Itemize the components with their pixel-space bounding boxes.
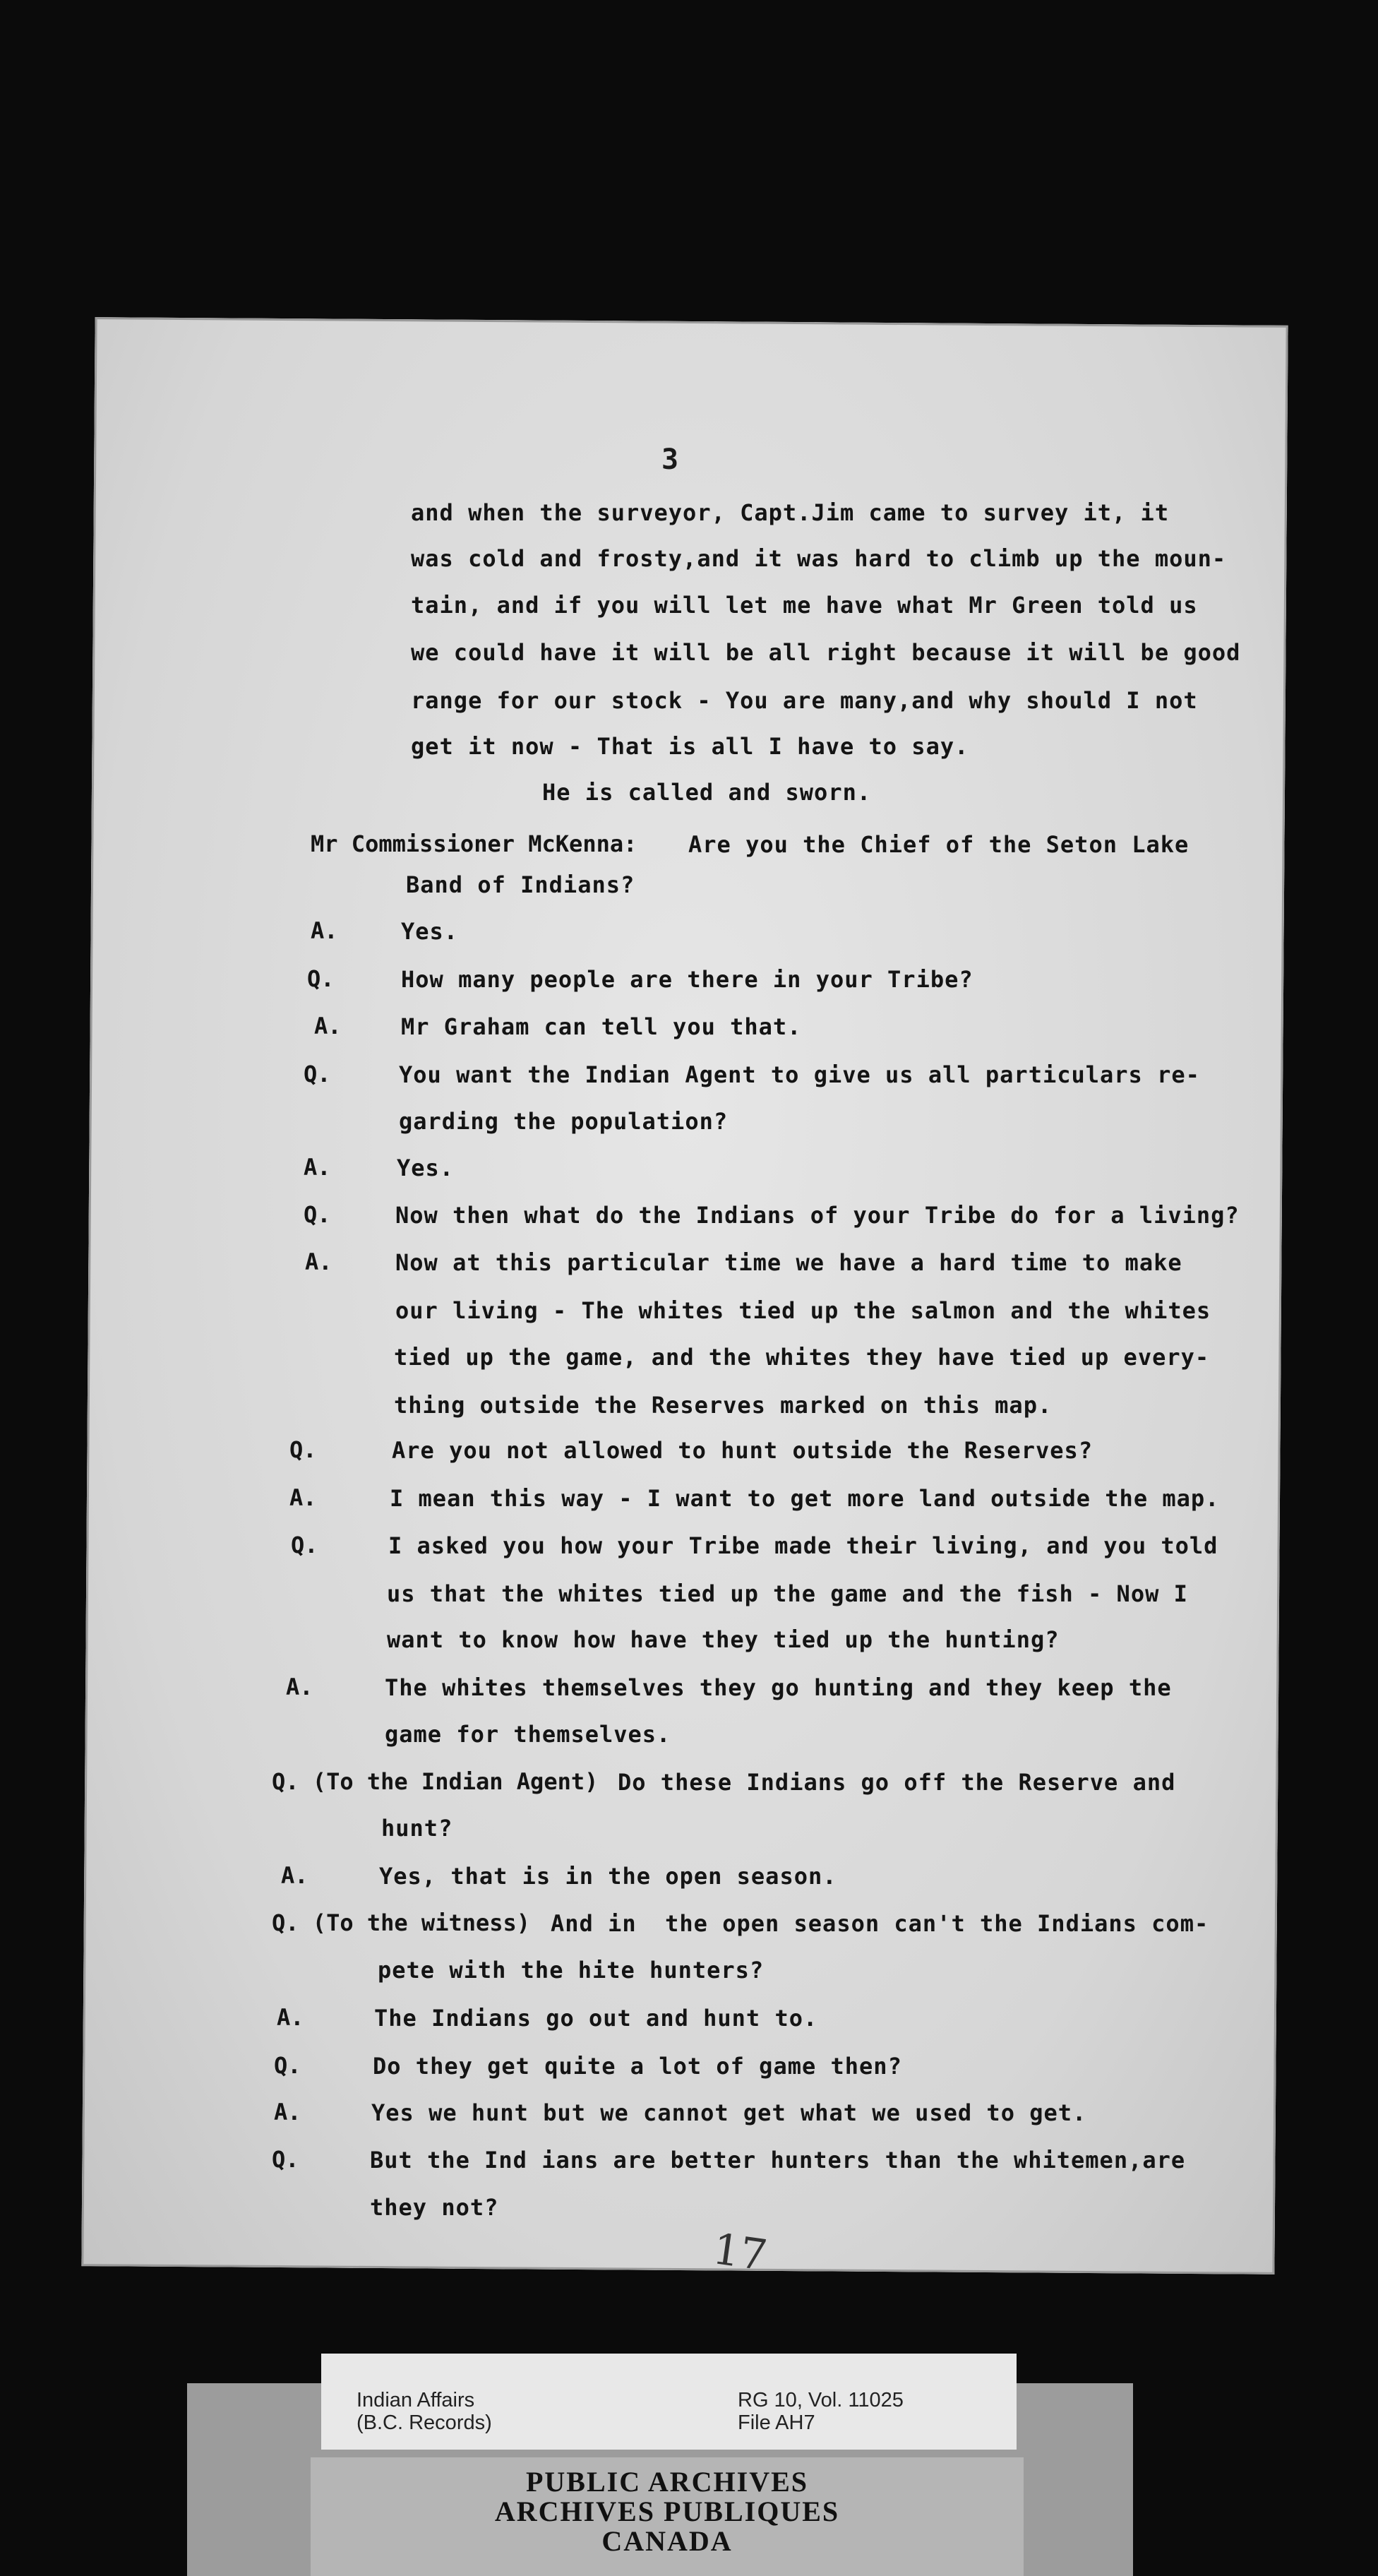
transcript-line: How many people are there in your Tribe? bbox=[401, 966, 973, 993]
transcript-line: Are you the Chief of the Seton Lake bbox=[688, 831, 1190, 858]
transcript-line: Yes. bbox=[401, 918, 459, 945]
speaker-label: A. bbox=[286, 1674, 313, 1700]
archive-label bbox=[321, 2354, 1017, 2450]
transcript-line: Are you not allowed to hunt outside the Reserves? bbox=[392, 1437, 1094, 1464]
transcript-line: want to know how have they tied up the hunting? bbox=[387, 1626, 1060, 1653]
transcript-line: Yes. bbox=[397, 1155, 455, 1181]
speaker-label: Q. (To the Indian Agent) bbox=[272, 1768, 599, 1795]
speaker-label: A. bbox=[277, 2004, 304, 2031]
transcript-line: Yes we hunt but we cannot get what we used to get. bbox=[371, 2099, 1087, 2126]
speaker-label: Q. (To the witness) bbox=[272, 1909, 531, 1936]
speaker-label: A. bbox=[281, 1862, 308, 1889]
speaker-label: Q. bbox=[274, 2052, 301, 2079]
transcript-line: was cold and frosty,and it was hard to climb up the moun- bbox=[411, 545, 1227, 572]
transcript-line: they not? bbox=[370, 2194, 499, 2221]
transcript-line: tain, and if you will let me have what Mr Green told us bbox=[411, 592, 1198, 619]
archive-file: File AH7 bbox=[738, 2411, 815, 2434]
speaker-label: Q. bbox=[304, 1061, 331, 1087]
transcript-line: Mr Graham can tell you that. bbox=[401, 1013, 802, 1040]
transcript-line: And in the open season can't the Indians com- bbox=[551, 1910, 1209, 1937]
transcript-line: The Indians go out and hunt to. bbox=[374, 2005, 818, 2032]
speaker-label: A. bbox=[305, 1248, 332, 1275]
stamp-line: ARCHIVES PUBLIQUES bbox=[494, 2496, 840, 2527]
transcript-line: pete with the hite hunters? bbox=[378, 1957, 765, 1984]
transcript-line: tied up the game, and the whites they have tied up every- bbox=[394, 1344, 1210, 1371]
transcript-line: The whites themselves they go hunting and they keep the bbox=[385, 1674, 1172, 1701]
transcript-line: Do these Indians go off the Reserve and bbox=[618, 1769, 1176, 1796]
archive-label-line: (B.C. Records) bbox=[357, 2411, 492, 2434]
speaker-label: A. bbox=[311, 917, 338, 944]
transcript-line: get it now - That is all I have to say. bbox=[411, 733, 969, 760]
speaker-label: A. bbox=[274, 2099, 301, 2125]
speaker-label: Mr Commissioner McKenna: bbox=[311, 830, 637, 857]
transcript-line: Band of Indians? bbox=[406, 871, 635, 898]
speaker-label: Q. bbox=[272, 2146, 299, 2173]
speaker-label: Q. bbox=[291, 1532, 318, 1558]
transcript-line: Yes, that is in the open season. bbox=[379, 1863, 837, 1890]
transcript-line: He is called and sworn. bbox=[542, 779, 872, 806]
transcript-line: range for our stock - You are many,and why should I not bbox=[411, 687, 1198, 714]
transcript-line: Now at this particular time we have a hard time to make bbox=[395, 1249, 1182, 1276]
transcript-line: hunt? bbox=[381, 1815, 453, 1842]
transcript-line: garding the population? bbox=[399, 1108, 729, 1135]
archive-reference: RG 10, Vol. 11025 bbox=[738, 2389, 904, 2411]
speaker-label: Q. bbox=[307, 965, 335, 992]
transcript-line: I asked you how your Tribe made their living, and you told bbox=[388, 1532, 1218, 1559]
speaker-label: Q. bbox=[289, 1436, 317, 1463]
transcript-line: we could have it will be all right because it will be good bbox=[411, 639, 1241, 666]
handwritten-page-mark: 17 bbox=[709, 2224, 770, 2281]
archive-label-line: Indian Affairs bbox=[357, 2389, 475, 2411]
speaker-label: A. bbox=[289, 1484, 317, 1511]
transcript-line: and when the surveyor, Capt.Jim came to survey it, it bbox=[411, 499, 1170, 526]
page-number: 3 bbox=[661, 443, 679, 476]
transcript-line: thing outside the Reserves marked on this map. bbox=[394, 1392, 1053, 1419]
transcript-line: But the Ind ians are better hunters than the whitemen,are bbox=[370, 2147, 1186, 2174]
transcript-line: game for themselves. bbox=[385, 1721, 671, 1748]
transcript-line: our living - The whites tied up the salmon and the whites bbox=[395, 1297, 1211, 1324]
stamp-line: PUBLIC ARCHIVES bbox=[525, 2466, 809, 2498]
transcript-line: Now then what do the Indians of your Tribe do for a living? bbox=[395, 1202, 1240, 1229]
public-archives-stamp bbox=[311, 2457, 1024, 2576]
stamp-line: CANADA bbox=[601, 2525, 733, 2557]
transcript-line: Do they get quite a lot of game then? bbox=[373, 2053, 902, 2080]
transcript-line: us that the whites tied up the game and the fish - Now I bbox=[387, 1580, 1188, 1607]
transcript-line: I mean this way - I want to get more land outside the map. bbox=[390, 1485, 1220, 1512]
speaker-label: Q. bbox=[304, 1201, 331, 1228]
speaker-label: A. bbox=[314, 1013, 342, 1039]
transcript-line: You want the Indian Agent to give us all particulars re- bbox=[399, 1061, 1200, 1088]
speaker-label: A. bbox=[304, 1154, 331, 1181]
